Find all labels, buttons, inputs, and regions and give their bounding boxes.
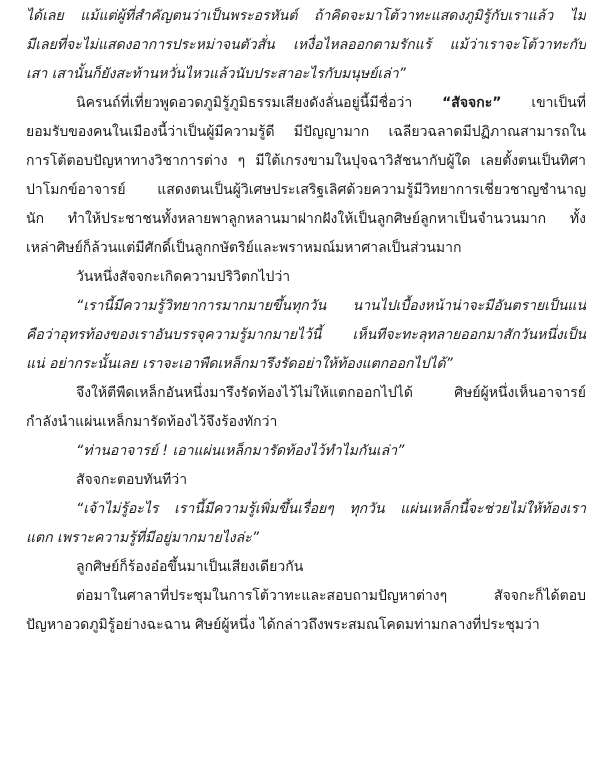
text-line: แน่ อย่ากระนั้นเลย เราจะเอาพืดเหล็กมารึงรัดอย่าให้ท้องแตกออกไปได้” [26, 356, 453, 372]
narrative-paragraph-sajjaka [26, 89, 586, 263]
text-run: เขาเป็นที่ [531, 95, 586, 111]
text-line: “ท่านอาจารย์ ! เอาแผ่นเหล็กมารัดท้องไว้ทำไมกันเล่า” [76, 443, 405, 459]
text-line: แตก เพราะความรู้ที่มีอยู่มากมายไงล่ะ” [26, 530, 259, 546]
text-line: มีเลยที่จะไม่แสดงอาการประหม่าจนตัวสั่น เหงื่อไหลออกตามรักแร้ แม้ว่าเราจะโต้วาทะกับ [26, 37, 586, 53]
text-line: “เจ้าไม่รู้อะไร เรานี้มีความรู้เพิ่มขึ้นเรื่อยๆ ทุกวัน แผ่นเหล็กนี้จะช่วยไม่ให้ท้องเรา [76, 501, 586, 517]
quote-paragraph-1 [26, 2, 586, 89]
text-line: ปาโมกข์อาจารย์ แสดงตนเป็นผู้วิเศษประเสริฐเลิศด้วยความรู้มีวิทยาการเชี่ยวชาญชำนาญ [26, 182, 586, 198]
text-line: นัก ทำให้ประชาชนทั้งหลายพาลูกหลานมาฝากฝังให้เป็นลูกศิษย์ลูกหาเป็นจำนวนมาก ทั้ง [26, 211, 586, 227]
quote-paragraph [26, 292, 586, 379]
character-name: “สัจจกะ” [442, 95, 502, 111]
narrative-paragraph [26, 379, 586, 437]
text-line: คือว่าอุทรท้องของเราอันบรรจุความรู้มากมายไว้นี้ เห็นทีจะทะลุทลายออกมาสักวันหนึ่งเป็น [26, 327, 586, 343]
text-line: การโต้ตอบปัญหาทางวิชาการต่าง ๆ มีใต้เกรงขามในปุจฉาวิสัชนากับผู้ใด เลยตั้งตนเป็นทิศา [26, 153, 586, 169]
text-line: กำลังนำแผ่นเหล็กมารัดท้องไว้จึงร้องทักว่า [26, 414, 278, 430]
text-line: สัจจกะตอบทันทีว่า [76, 472, 188, 488]
narrative-paragraph [26, 263, 586, 292]
narrative-paragraph [26, 582, 586, 640]
text-line: เหล่าศิษย์ก็ล้วนแต่มีศักดิ์เป็นลูกกษัตริย์และพราหมณ์มหาศาลเป็นส่วนมาก [26, 240, 462, 256]
text-line: “เรานี้มีความรู้วิทยาการมากมายขึ้นทุกวัน นานไปเบื้องหน้าน่าจะมีอันตรายเป็นแน่ [76, 298, 586, 314]
text-line [26, 89, 586, 118]
text-line: ปัญหาอวดภูมิรู้อย่างฉะฉาน ศิษย์ผู้หนึ่ง ได้กล่าวถึงพระสมณโคดมท่ามกลางที่ประชุมว่า [26, 617, 540, 633]
text-line: ได้เลย แม้แต่ผู้ที่สำคัญตนว่าเป็นพระอรหันต์ ถ้าคิดจะมาโต้วาทะแสดงภูมิรู้กับเราแล้ว ไม่ [26, 8, 586, 24]
narrative-paragraph [26, 553, 586, 582]
text-line: ลูกศิษย์ก็ร้องอ๋อขึ้นมาเป็นเสียงเดียวกัน [76, 559, 304, 575]
text-line: จึงให้ตีพืดเหล็กอันหนึ่งมารึงรัดท้องไว้ไม่ให้แตกออกไปได้ ศิษย์ผู้หนึ่งเห็นอาจารย์ [76, 385, 586, 401]
text-line: วันหนึ่งสัจจกะเกิดความปริวิตกไปว่า [76, 269, 291, 285]
text-line: ต่อมาในศาลาที่ประชุมในการโต้วาทะและสอบถามปัญหาต่างๆ สัจจกะก็ได้ตอบ [76, 588, 586, 604]
text-line: ยอมรับของคนในเมืองนี้ว่าเป็นผู้มีความรู้ดี มีปัญญามาก เฉลียวฉลาดมีปฏิภาณสามารถใน [26, 124, 586, 140]
narrative-paragraph [26, 466, 586, 495]
text-line: เสา เสานั้นก็ยังสะท้านหวั่นไหวแล้วนับประสาอะไรกับมนุษย์เล่า” [26, 66, 406, 82]
quote-paragraph [26, 495, 586, 553]
quote-paragraph [26, 437, 586, 466]
text-run: นิครนถ์ที่เที่ยวพูดอวดภูมิรู้ภูมิธรรมเสียงดังลั่นอยู่นี้มีชื่อว่า [76, 95, 413, 111]
